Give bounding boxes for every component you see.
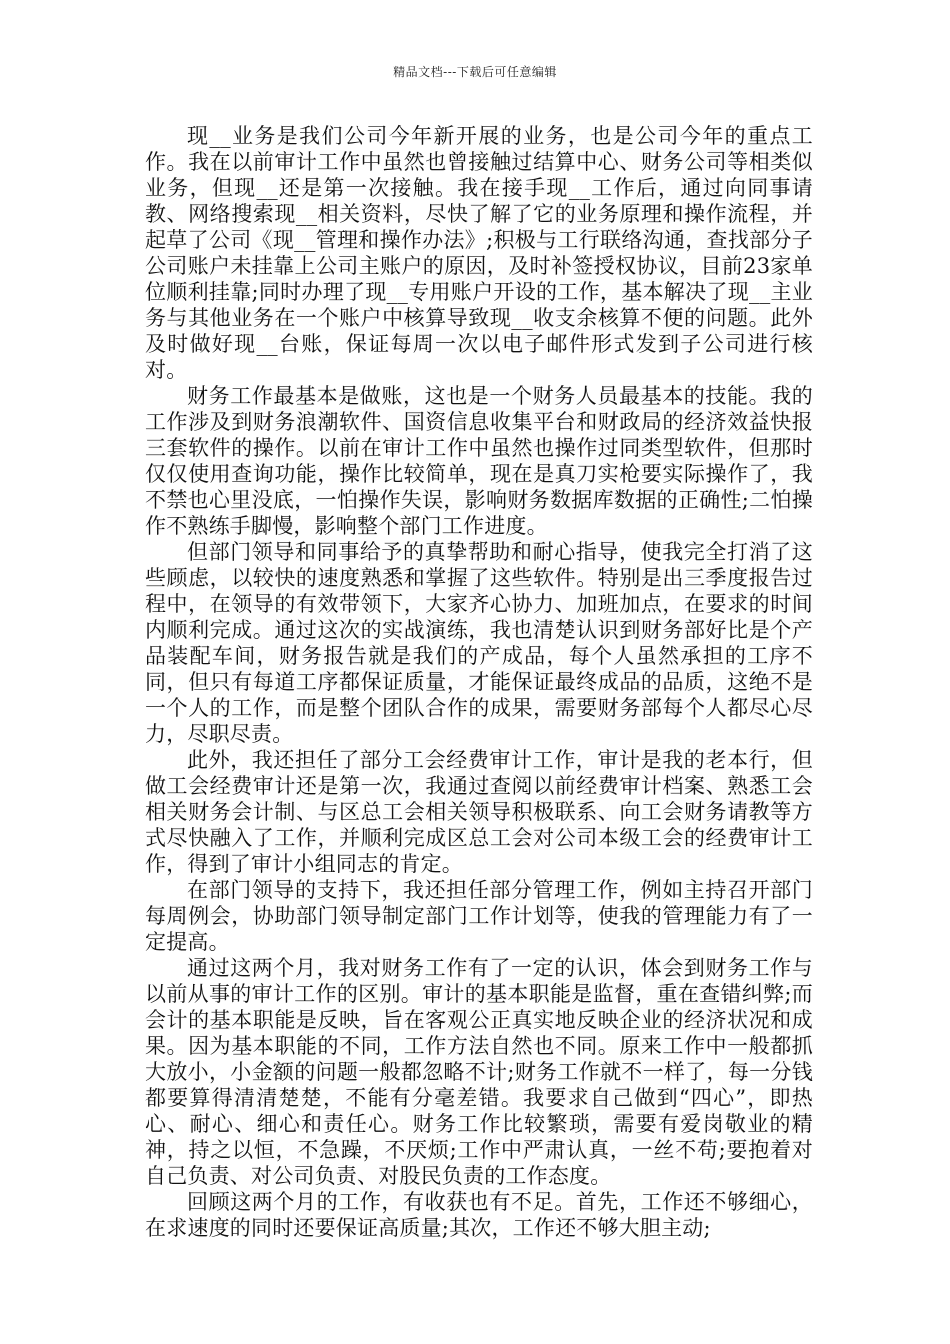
paragraph-4: 此外，我还担任了部分工会经费审计工作，审计是我的老本行，但做工会经费审计还是第一次，我通过查阅以前经费审计档案、熟悉工会相关财务会计制、与区总工会相关领导积极联系、向工会财务请教等方式尽快融入了工作，并顺利完成区总工会对公司本级工会的经费审计工作，得到了审计小组同志的肯定。 bbox=[145, 748, 813, 876]
paragraph-2: 财务工作最基本是做账，这也是一个财务人员最基本的技能。我的工作涉及到财务浪潮软件、国资信息收集平台和财政局的经济效益快报三套软件的操作。以前在审计工作中虽然也操作过同类型软件，但那时仅仅使用查询功能，操作比较简单，现在是真刀实枪要实际操作了，我不禁也心里没底，一怕操作失误，影响财务数据库数据的正确性;二怕操作不熟练手脚慢，影响整个部门工作进度。 bbox=[145, 384, 813, 538]
paragraph-7: 回顾这两个月的工作，有收获也有不足。首先，工作还不够细心，在求速度的同时还要保证高质量;其次，工作还不够大胆主动; bbox=[145, 1190, 813, 1240]
page-header: 精品文档---下载后可任意编辑 bbox=[393, 65, 557, 79]
paragraph-5: 在部门领导的支持下，我还担任部分管理工作，例如主持召开部门每周例会，协助部门领导制定部门工作计划等，使我的管理能力有了一定提高。 bbox=[145, 878, 813, 954]
paragraph-3: 但部门领导和同事给予的真挚帮助和耐心指导，使我完全打消了这些顾虑，以较快的速度熟悉和掌握了这些软件。特别是出三季度报告过程中，在领导的有效带领下，大家齐心协力、加班加点，在要求的时间内顺利完成。通过这次的实战演练，我也清楚认识到财务部好比是个产品装配车间，财务报告就是我们的产成品，每个人虽然承担的工序不同，但只有每道工序都保证质量，才能保证最终成品的品质，这绝不是一个人的工作，而是整个团队合作的成果，需要财务部每个人都尽心尽力，尽职尽责。 bbox=[145, 540, 813, 746]
document-body bbox=[145, 123, 813, 1241]
paragraph-1: 现__业务是我们公司今年新开展的业务，也是公司今年的重点工作。我在以前审计工作中虽然也曾接触过结算中心、财务公司等相类似业务，但现__还是第一次接触。我在接手现__工作后，通过向同事请教、网络搜索现__相关资料，尽快了解了它的业务原理和操作流程，并起草了公司《现__管理和操作办法》;积极与工行联络沟通，查找部分子公司账户未挂靠上公司主账户的原因，及时补签授权协议，目前23家单位顺利挂靠;同时办理了现__专用账户开设的工作，基本解决了现__主业务与其他业务在一个账户中核算导致现__收支余核算不便的问题。此外及时做好现__台账，保证每周一次以电子邮件形式发到子公司进行核对。 bbox=[145, 124, 813, 382]
paragraph-6: 通过这两个月，我对财务工作有了一定的认识，体会到财务工作与以前从事的审计工作的区别。审计的基本职能是监督，重在查错纠弊;而会计的基本职能是反映，旨在客观公正真实地反映企业的经济状况和成果。因为基本职能的不同，工作方法自然也不同。原来工作中一般都抓大放小，小金额的问题一般都忽略不计;财务工作就不一样了，每一分钱都要算得清清楚楚，不能有分毫差错。我要求自己做到“四心”，即热心、耐心、细心和责任心。财务工作比较繁琐，需要有爱岗敬业的精神，持之以恒，不急躁，不厌烦;工作中严肃认真，一丝不苟;要抱着对自己负责、对公司负责、对股民负责的工作态度。 bbox=[145, 956, 813, 1188]
